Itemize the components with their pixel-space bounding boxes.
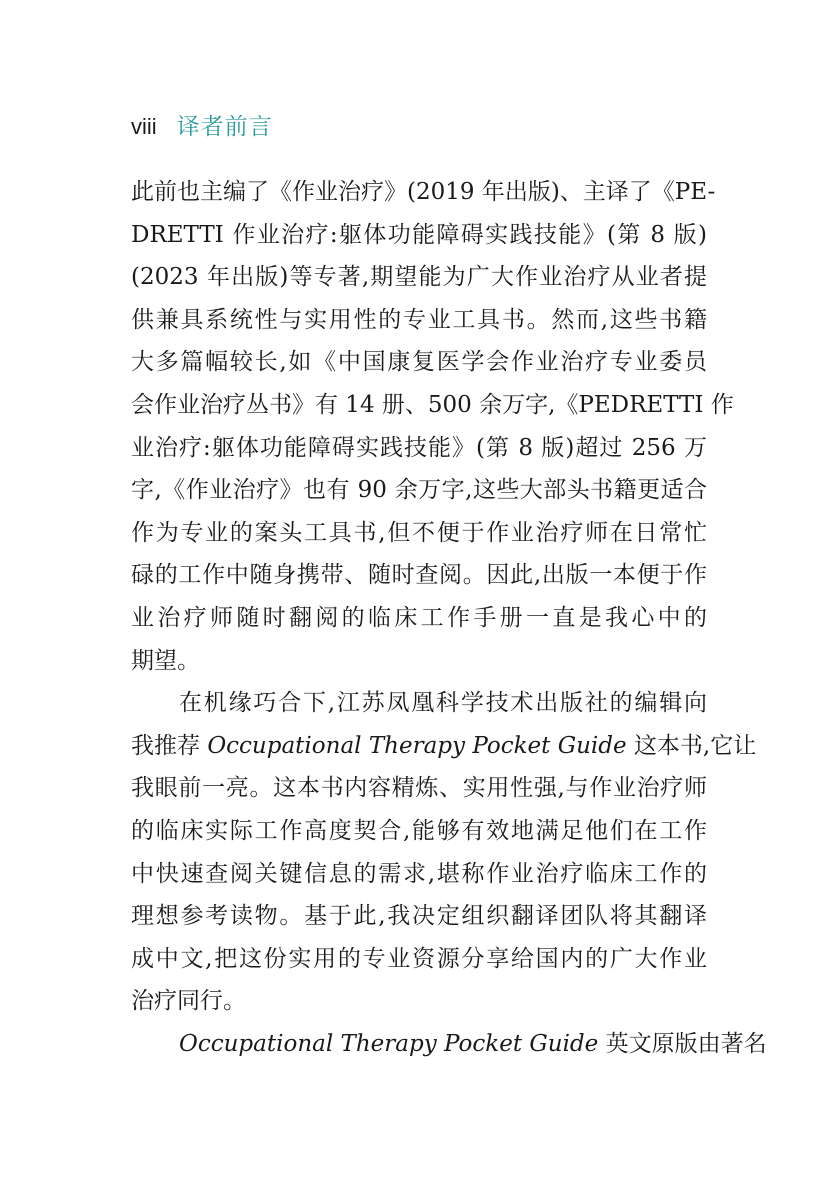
- paragraph-1-line: 字,《作业治疗》也有 90 余万字,这些大部头书籍更适合: [131, 477, 707, 504]
- paragraph-2-text: 这本书,它让: [626, 732, 757, 759]
- paragraph-2-line: 中快速查阅关键信息的需求,堪称作业治疗临床工作的: [131, 860, 707, 887]
- paragraph-2-line: 理想参考读物。基于此,我决定组织翻译团队将其翻译: [131, 903, 707, 930]
- page-number: viii: [131, 114, 157, 139]
- paragraph-1-line: 会作业治疗丛书》有 14 册、500 余万字,《PEDRETTI 作: [131, 391, 734, 418]
- paragraph-2-line: 成中文,把这份实用的专业资源分享给国内的广大作业: [131, 945, 707, 972]
- paragraph-2-line: [131, 725, 757, 768]
- section-title: 译者前言: [176, 113, 273, 139]
- book-title: Occupational Therapy Pocket Guide: [207, 732, 627, 759]
- book-title: Occupational Therapy Pocket Guide: [179, 1030, 599, 1057]
- paragraph-1-line: 碌的工作中随身携带、随时查阅。因此,出版一本便于作: [131, 562, 707, 589]
- paragraph-1-line: 业治疗:躯体功能障碍实践技能》(第 8 版)超过 256 万: [131, 434, 707, 461]
- paragraph-3-line: [131, 1023, 767, 1066]
- paragraph-1-line: 业治疗师随时翻阅的临床工作手册一直是我心中的: [131, 604, 707, 631]
- paragraph-1-line: 此前也主编了《作业治疗》(2019 年出版)、主译了《PE-: [131, 179, 716, 205]
- paragraph-2-line: 我眼前一亮。这本书内容精炼、实用性强,与作业治疗师: [131, 775, 707, 802]
- paragraph-3-text: 英文原版由著名: [598, 1030, 767, 1057]
- paragraph-2-line: 治疗同行。: [131, 988, 246, 1015]
- running-head: [131, 108, 273, 142]
- paragraph-1-line: 供兼具系统性与实用性的专业工具书。然而,这些书籍: [131, 306, 707, 333]
- paragraph-2-text: 我推荐: [131, 732, 208, 759]
- paragraph-2-line: 在机缘巧合下,江苏凤凰科学技术出版社的编辑向: [179, 690, 707, 717]
- paragraph-1-line: 期望。: [131, 647, 200, 674]
- paragraph-2-line: 的临床实际工作高度契合,能够有效地满足他们在工作: [131, 817, 707, 844]
- body-text: [131, 171, 767, 1065]
- paragraph-1-line: DRETTI 作业治疗:躯体功能障碍实践技能》(第 8 版): [131, 221, 707, 248]
- paragraph-1-line: (2023 年出版)等专著,期望能为广大作业治疗从业者提: [131, 264, 707, 291]
- paragraph-1-line: 大多篇幅较长,如《中国康复医学会作业治疗专业委员: [131, 349, 707, 376]
- paragraph-1-line: 作为专业的案头工具书,但不便于作业治疗师在日常忙: [131, 519, 707, 546]
